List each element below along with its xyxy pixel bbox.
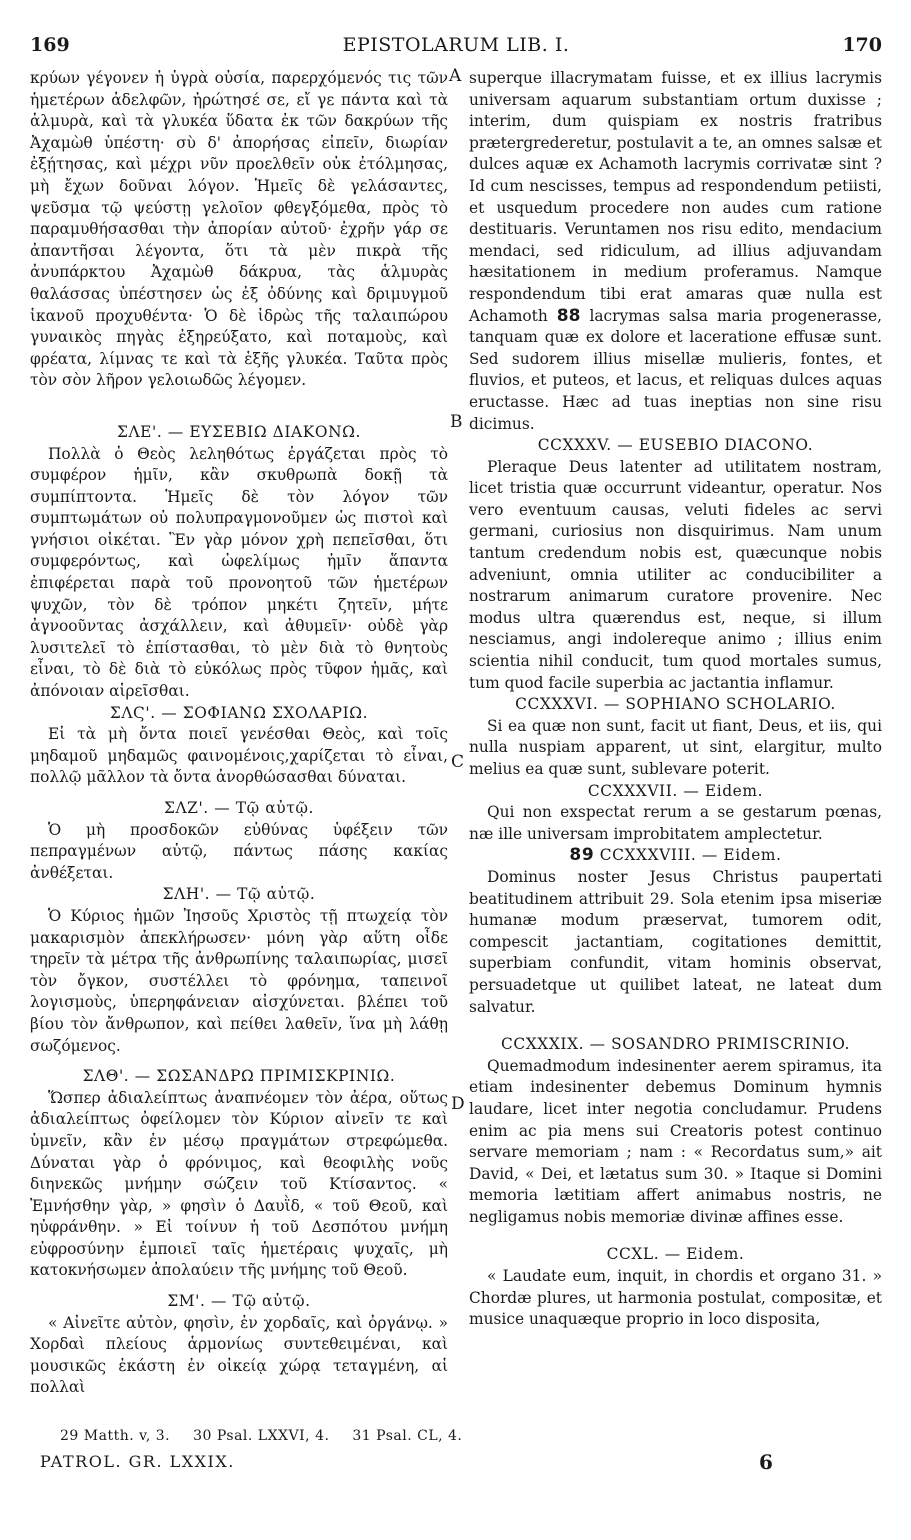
greek-paragraph: Ὥσπερ ἀδιαλείπτως ἀναπνέομεν τὸν ἀέρα, οὕτως ἀδιαλείπτως ὀφείλομεν τὸν Κύριον αἰνεῖν τε καὶ ὑμνεῖν, κἂν ἐν μέσῳ πραγμάτων στρεφώμεθα. Δύναται γὰρ ὁ φρόνιμος, καὶ θεοφιλὴς νοῦς διηνεκῶς μνήμην σώζειν τοῦ Κτίσαντος. « Ἐμνήσθην γὰρ, » φησὶν ὁ Δαυῒδ, « τοῦ Θεοῦ, καὶ ηὐφράνθην. » Εἰ τοίνυν ἡ τοῦ Δεσπότου μνήμη εὐφροσύνην ἐμποιεῖ ταῖς ἡμετέραις ψυχαῖς, μὴ κατοκνήσωμεν ἀπολαύειν τῆς μνήμης τοῦ Θεοῦ.	[30, 1088, 448, 1280]
latin-paragraph: Dominus noster Jesus Christus paupertati beatitudinem attribuit 29. Sola etenim ipsa miseriæ humanæ modum præservat, tumorem odit, compescit jactantiam, cogitationes demittit, superbiam confundit, vitam hominis observat, persuadetque ut quilibet lateat, ne lateat dum salvatur.	[469, 867, 882, 1016]
greek-letter-heading: ΣΛΘ'. — ΣΩΣΑΝΔΡΩ ΠΡΙΜΙΣΚΡΙΝΙΩ.	[82, 1067, 396, 1086]
margin-marker-a: A	[449, 66, 462, 86]
latin-text: lacrymas salsa maria progenerasse, tanquam quæ ex dolore et laceratione effusæ sunt. Sed sudorem illius misellæ mulieris, fontes, et fluvios, et puteos, et lacus, et reliquas dulces aquas eructasse. Hæc ad tuas ineptias non sine risu dicimus.	[469, 306, 882, 433]
margin-marker-b: B	[450, 412, 463, 432]
greek-letter-heading: ΣΛΕ'. — ΕΥΣΕΒΙΩ ΔΙΑΚΟΝΩ.	[116, 422, 362, 441]
latin-column	[469, 68, 882, 1331]
latin-paragraph: Pleraque Deus latenter ad utilitatem nostram, licet tristia quæ occurrunt videantur, operatur. Nos vero eventuum causas, veluti fideles ac servi germani, curiosius non disquirimus. Nam unum tantum credendum nobis est, quæcunque nobis adveniunt, omnia utiliter ac conducibiliter a nostrarum animarum curatore provenire. Nec modus ultra quærendus est, neque, si illum nesciamus, angi indolereque animo ; illius enim scientia nihil conducit, tum quod mortales sumus, tum quod facile superbia ac jactantia inflamur.	[469, 457, 882, 692]
running-header	[30, 34, 882, 60]
footnote: 30 Psal. LXXVI, 4.	[193, 1428, 330, 1444]
margin-marker-c: C	[451, 752, 465, 772]
latin-paragraph: Si ea quæ non sunt, facit ut fiant, Deus, et iis, qui nulla nuspiam apparent, ut sint, elargitur, multo melius ea quæ sunt, sublevare poterit.	[469, 716, 882, 778]
latin-letter-heading: CCXXXVI. — SOPHIANO SCHOLARIO.	[515, 695, 836, 714]
margin-marker-d: D	[451, 1094, 465, 1114]
latin-heading-text: CCXXXVIII. — Eidem.	[599, 846, 782, 865]
greek-column	[30, 68, 448, 1399]
latin-paragraph: « Laudate eum, inquit, in chordis et organo 31. » Chordæ plures, ut harmonia postulat, compositæ, et musice unaquæque proprio in loco disposita,	[469, 1267, 882, 1329]
greek-letter-heading: ΣΜ'. — Τῷ αὐτῷ.	[167, 1292, 311, 1311]
greek-paragraph: Πολλὰ ὁ Θεὸς λεληθότως ἐργάζεται πρὸς τὸ συμφέρον ἡμῖν, κἂν σκυθρωπὰ δοκῇ τὰ συμπίπτοντα. Ἡμεῖς δὲ τὸν λόγον τῶν συμπτωμάτων οὐ πολυπραγμονοῦμεν ὡς πιστοὶ καὶ γνήσιοι οἰκέται. Ἓν γὰρ μόνον χρὴ πεπεῖσθαι, ὅτι συμφερόντως, καὶ ὠφελίμως ἡμῖν ἅπαντα ἐπιφέρεται παρὰ τοῦ προνοητοῦ τῶν ἡμετέρων ψυχῶν, τὸν δὲ τρόπον μηκέτι ζητεῖν, μήτε ἀγνοοῦντας ἀσχάλλειν, καὶ ἀθυμεῖν· οὐδὲ γὰρ λυσιτελεῖ τὸ ἐπίστασθαι, τὸ μὲν διὰ τὸ θνητοὺς εἶναι, τὸ δὲ διὰ τὸ εὐκόλως πρὸς τῦφον ἡμᾶς, καὶ ἀπόνοιαν αἱρεῖσθαι.	[30, 444, 448, 701]
footnotes	[60, 1428, 560, 1444]
column-number-89: 89	[569, 845, 595, 866]
latin-paragraph	[469, 68, 882, 435]
greek-paragraph: Ὁ Κύριος ἡμῶν Ἰησοῦς Χριστὸς τῇ πτωχείᾳ τὸν μακαρισμὸν ἀπεκλήρωσεν· μόνη γὰρ αὕτη οἶδε τηρεῖν τὰ μέτρα τῆς ἀνθρωπίνης ταλαιπωρίας, μισεῖ τὸν ὄγκον, συστέλλει τὸ φρόνημα, ταπεινοῖ λογισμοὺς, ὑπερηφάνειαν αἰσχύνεται. βλέπει τοῦ βίου τὸν ἄνθρωπον, καὶ πείθει λαθεῖν, ἵνα μὴ λάθῃ σωζόμενος.	[30, 906, 448, 1055]
latin-paragraph: Qui non exspectat rerum a se gestarum pœnas, næ ille universam improbitatem amplectetur.	[469, 803, 882, 843]
greek-paragraph: Εἰ τὰ μὴ ὄντα ποιεῖ γενέσθαι Θεὸς, καὶ τοῖς μηδαμοῦ μηδαμῶς φαινομένοις,χαρίζεται τὸ εἶναι, πολλῷ μᾶλλον τὰ ὄντα ἀνορθώσασθαι δύναται.	[30, 725, 448, 787]
latin-letter-heading: CCXXXVII. — Eidem.	[587, 781, 764, 800]
greek-paragraph: « Αἰνεῖτε αὐτὸν, φησὶν, ἐν χορδαῖς, καὶ ὀργάνῳ. » Χορδαὶ πλείους ἁρμονίως συντεθειμέναι, καὶ μουσικῶς ἑκάστη ἐν οἰκείᾳ χώρᾳ τεταγμένη, αἱ πολλαὶ	[30, 1313, 448, 1397]
signature-number: 6	[759, 1450, 773, 1474]
latin-text: superque illacrymatam fuisse, et ex illius lacrymis universam aquarum substantiam ortum duxisse ; interim, dum quispiam ex nostris fratribus prætergrederetur, postulavit a te, an omnes salsæ et dulces aquæ ex Achamoth lacrymis corrivatæ sint ? Id cum nescisses, tempus ad respondendum petiisti, et usquedum procedere non audes cum ratione destituaris. Veruntamen nos risu edito, mendacium mendaci, sed ridiculum, ad illius adjuvandam hæsitationem in medium proferamus. Namque respondendum tibi erat amaras quæ nulla est Achamoth	[469, 69, 882, 325]
signature-line: PATROL. GR. LXXIX.	[40, 1452, 235, 1471]
running-title: EPISTOLARUM LIB. I.	[342, 34, 570, 56]
footnote: 29 Matth. v, 3.	[60, 1428, 171, 1444]
column-number-88: 88	[556, 305, 581, 326]
latin-letter-heading: CCXXXIX. — SOSANDRO PRIMISCRINIO.	[500, 1035, 851, 1054]
greek-paragraph: κρύων γέγονεν ἡ ὑγρὰ οὐσία, παρερχόμενός τις τῶν ἡμετέρων ἀδελφῶν, ἠρώτησέ σε, εἴ γε πάντα καὶ τὰ ἁλμυρὰ, καὶ τὰ γλυκέα ὕδατα ἐκ τῶν δακρύων τῆς Ἀχαμὼθ ὑπέστη· σὺ δ' ἀπορήσας εἰπεῖν, διωρίαν ἐξῄτησας, καὶ μέχρι νῦν προελθεῖν οὐκ ἐτόλμησας, μὴ ἔχων δοῦναι λόγον. Ἡμεῖς δὲ γελάσαντες, ψεῦσμα τῷ ψεύστῃ γελοῖον φθεγξόμεθα, πρὸς τὸ παραμυθήσασθαι τὴν ἀπορίαν αὐτοῦ· ἐχρῆν γάρ σε ἀπαντῆσαι λέγοντα, ὅτι τὰ μὲν πικρὰ τῆς ἀνυπάρκτου Ἀχαμὼθ δάκρυα, τὰς ἁλμυρὰς θαλάσσας ὑπέστησεν ὡς ἐξ ὀδύνης καὶ δριμυγμοῦ ἱκανοῦ προχυθέντα· Ὁ δὲ ἱδρὼς τῆς ταλαιπώρου γυναικὸς πηγὰς ἐξηρεύξατο, καὶ ποταμοὺς, καὶ φρέατα, λίμνας τε καὶ τὰ ἑξῆς γλυκέα. Ταῦτα πρὸς τὸν σὸν λῆρον γελοιωδῶς λέγομεν.	[30, 69, 448, 390]
page-number-left: 169	[30, 34, 70, 56]
greek-letter-heading: ΣΛϚ'. — ΣΟΦΙΑΝΩ ΣΧΟΛΑΡΙΩ.	[109, 703, 369, 722]
footnote: 31 Psal. CL, 4.	[352, 1428, 463, 1444]
latin-letter-heading: CCXXXV. — EUSEBIO DIACONO.	[537, 436, 814, 455]
latin-letter-heading	[469, 845, 882, 867]
greek-letter-heading: ΣΛΗ'. — Τῷ αὐτῷ.	[162, 885, 316, 904]
greek-letter-heading: ΣΛΖ'. — Τῷ αὐτῷ.	[163, 799, 314, 817]
latin-paragraph: Quemadmodum indesinenter aerem spiramus, ita etiam indesinenter debemus Dominum hymnis laudare, licet inter negotia concludamur. Prudens enim ac pia mens sui Creatoris potest continuo servare memoriam ; nam : « Recordatus sum,» ait David, « Dei, et lætatus sum 30. » Itaque si Domini memoria lætitiam affert animabus nostris, ne negligamus nobis memoriæ divinæ affines esse.	[469, 1056, 882, 1226]
latin-letter-heading: CCXL. — Eidem.	[606, 1245, 745, 1264]
page-number-right: 170	[842, 34, 882, 56]
greek-paragraph: Ὁ μὴ προσδοκῶν εὐθύνας ὑφέξειν τῶν πεπραγμένων αὐτῷ, πάντως πάσης κακίας ἀνθέξεται.	[30, 820, 448, 882]
